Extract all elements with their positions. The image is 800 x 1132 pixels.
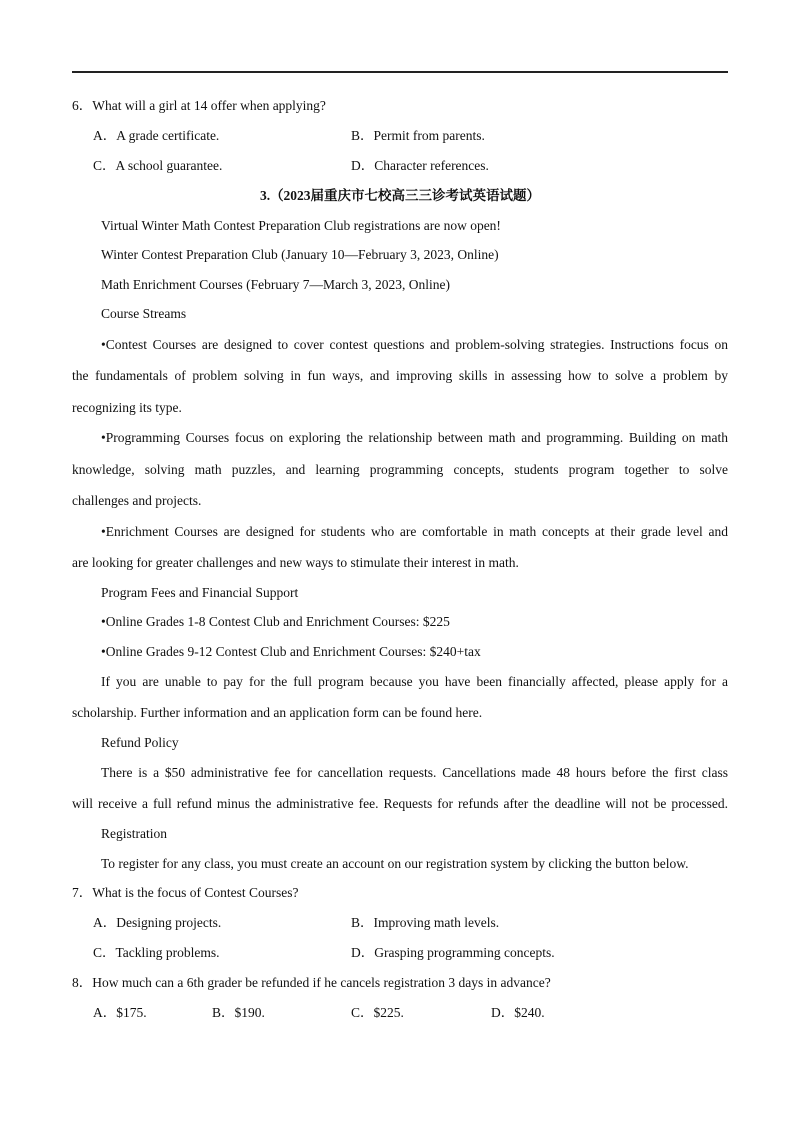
q7-option-a: A．Designing projects. bbox=[93, 915, 222, 930]
scholarship-line: If you are unable to pay for the full program because you have been financially affected, please apply for a bbox=[101, 674, 728, 689]
refund-line: will receive a full refund minus the administrative fee. Requests for refunds after the deadline will not be processed. bbox=[72, 796, 728, 811]
header-rule bbox=[72, 71, 728, 73]
refund-line: There is a $50 administrative fee for cancellation requests. Cancellations made 48 hours before the first class bbox=[101, 765, 728, 780]
q8-option-a: A．$175. bbox=[93, 1005, 147, 1020]
q7-option-c: C．Tackling problems. bbox=[93, 945, 220, 960]
q6-option-b: B．Permit from parents. bbox=[351, 128, 485, 143]
section-heading: Refund Policy bbox=[101, 735, 179, 750]
registration-line: To register for any class, you must create an account on our registration system by clicking the button below. bbox=[101, 856, 689, 871]
q6-option-d: D．Character references. bbox=[351, 158, 489, 173]
programming-courses-line: knowledge, solving math puzzles, and learning programming concepts, students program together to solve bbox=[72, 462, 728, 477]
programming-courses-line: challenges and projects. bbox=[72, 493, 202, 508]
passage-title: 3.（2023届重庆市七校高三三诊考试英语试题） bbox=[259, 188, 541, 203]
q6-option-a: A．A grade certificate. bbox=[93, 128, 220, 143]
section-heading: Registration bbox=[101, 826, 167, 841]
fee-item: •Online Grades 9-12 Contest Club and Enrichment Courses: $240+tax bbox=[101, 644, 481, 659]
q8-option-b: B．$190. bbox=[212, 1005, 265, 1020]
q8-option-d: D．$240. bbox=[491, 1005, 545, 1020]
enrichment-courses-line: are looking for greater challenges and new ways to stimulate their interest in math. bbox=[72, 555, 519, 570]
contest-courses-line: •Contest Courses are designed to cover contest questions and problem-solving strategies. Instructions focus on bbox=[101, 337, 728, 352]
section-heading: Course Streams bbox=[101, 306, 187, 321]
question-8-stem: 8．How much can a 6th grader be refunded if he cancels registration 3 days in advance? bbox=[72, 975, 551, 990]
enrichment-courses-line: •Enrichment Courses are designed for students who are comfortable in math concepts at their grade level and bbox=[101, 524, 728, 539]
contest-courses-line: recognizing its type. bbox=[72, 400, 182, 415]
intro-line: Virtual Winter Math Contest Preparation Club registrations are now open! bbox=[101, 218, 501, 233]
fee-item: •Online Grades 1-8 Contest Club and Enrichment Courses: $225 bbox=[101, 614, 450, 629]
q7-option-d: D．Grasping programming concepts. bbox=[351, 945, 555, 960]
contest-courses-line: the fundamentals of problem solving in fun ways, and improving skills in assessing how to solve a problem by bbox=[72, 368, 728, 383]
intro-line: Winter Contest Preparation Club (January 10—February 3, 2023, Online) bbox=[101, 247, 499, 262]
scholarship-line: scholarship. Further information and an application form can be found here. bbox=[72, 705, 483, 720]
question-6-stem: 6．What will a girl at 14 offer when applying? bbox=[72, 98, 326, 113]
q6-option-c: C．A school guarantee. bbox=[93, 158, 223, 173]
intro-line: Math Enrichment Courses (February 7—March 3, 2023, Online) bbox=[101, 277, 451, 292]
programming-courses-line: •Programming Courses focus on exploring the relationship between math and programming. Building on math bbox=[101, 430, 728, 445]
section-heading: Program Fees and Financial Support bbox=[101, 585, 299, 600]
q8-option-c: C．$225. bbox=[351, 1005, 404, 1020]
q7-option-b: B．Improving math levels. bbox=[351, 915, 500, 930]
question-7-stem: 7．What is the focus of Contest Courses? bbox=[72, 885, 299, 900]
